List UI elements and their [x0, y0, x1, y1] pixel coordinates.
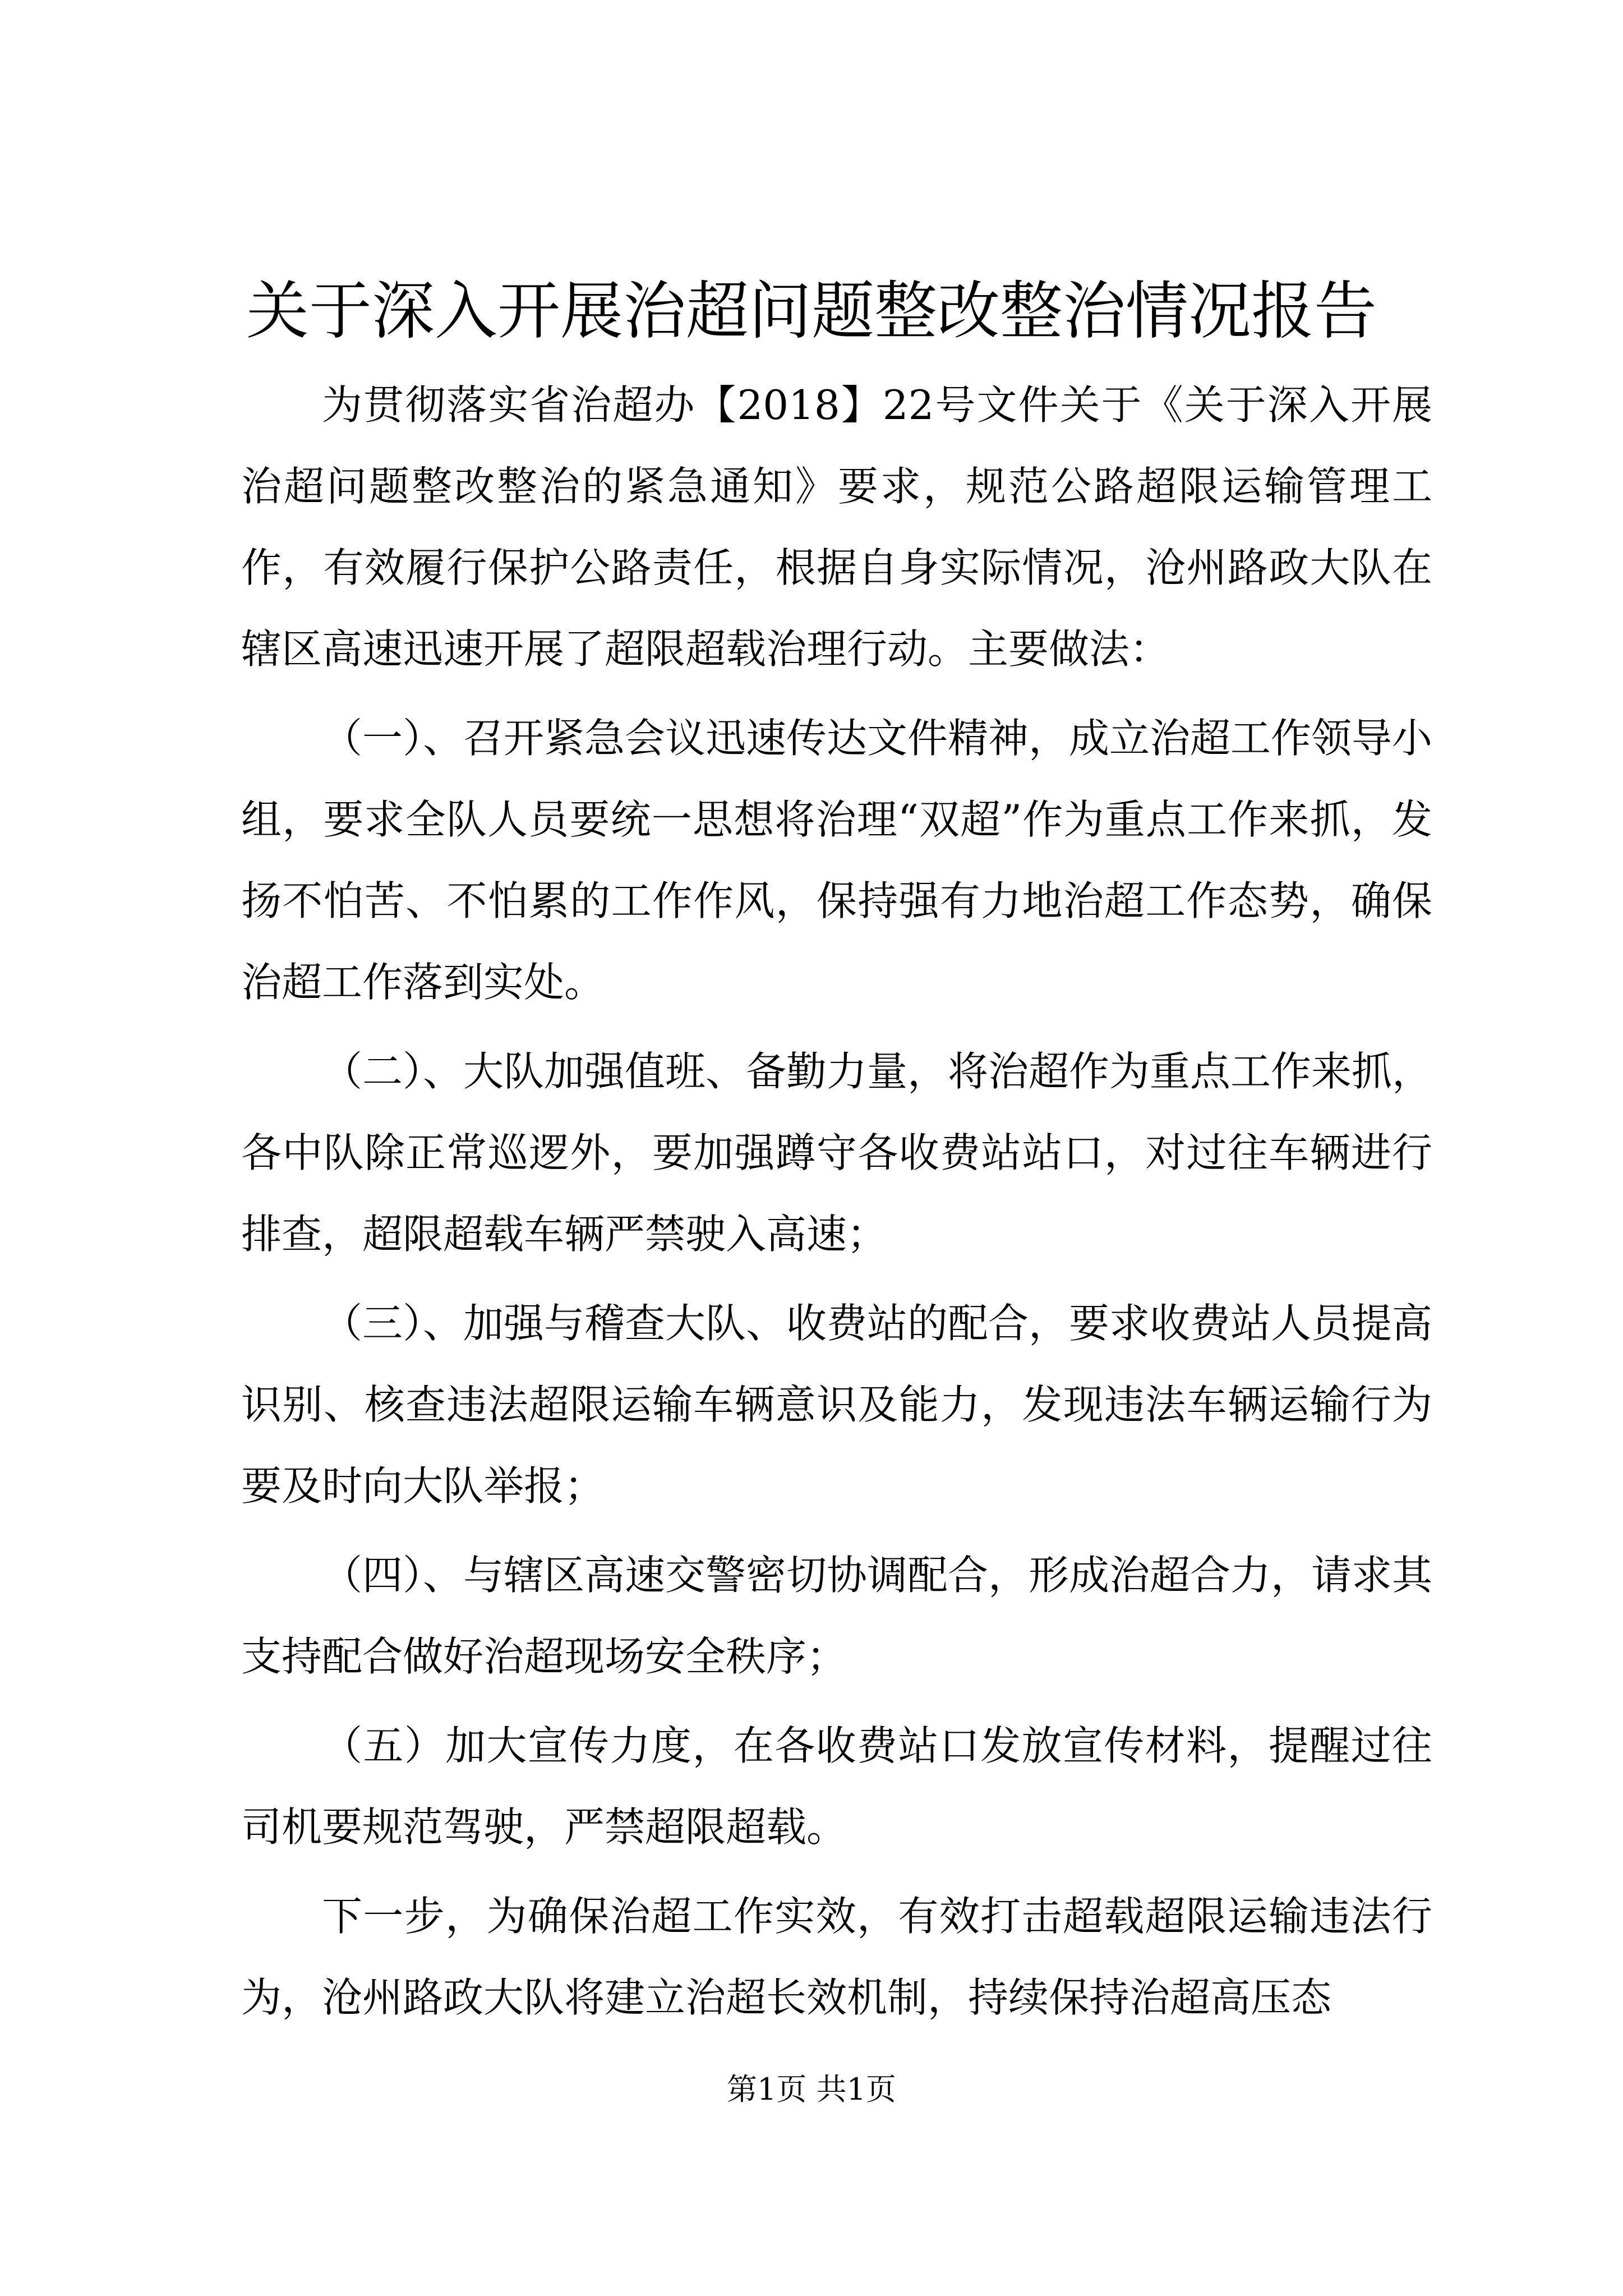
- document-body: [241, 365, 1432, 2039]
- next-step-paragraph: 下一步，为确保治超工作实效，有效打击超载超限运输违法行为，沧州路政大队将建立治超长效机制，持续保持治超高压态: [241, 1893, 1432, 2021]
- page-footer: 第1页 共1页: [727, 2072, 896, 2107]
- intro-paragraph: 为贯彻落实省治超办【2018】22号文件关于《关于深入开展治超问题整改整治的紧急通知》要求，规范公路超限运输管理工作，有效履行保护公路责任，根据自身实际情况，沧州路政大队在辖区高速迅速开展了超限超载治理行动。主要做法：: [241, 381, 1432, 673]
- measure-paragraph-2: （二）、大队加强值班、备勤力量，将治超作为重点工作来抓，各中队除正常巡逻外，要加强蹲守各收费站站口，对过往车辆进行排查，超限超载车辆严禁驶入高速；: [241, 1048, 1433, 1258]
- measure-paragraph-3: （三）、加强与稽查大队、收费站的配合，要求收费站人员提高识别、核查违法超限运输车辆意识及能力，发现违法车辆运输行为要及时向大队举报；: [241, 1300, 1433, 1510]
- document-title: 关于深入开展治超问题整改整治情况报告: [246, 275, 1377, 348]
- measure-paragraph-1: （一）、召开紧急会议迅速传达文件精神，成立治超工作领导小组，要求全队人员要统一思想将治理“双超”作为重点工作来抓，发扬不怕苦、不怕累的工作作风，保持强有力地治超工作态势，确保治超工作落到实处。: [241, 715, 1433, 1006]
- measure-paragraph-5: （五）加大宣传力度，在各收费站口发放宣传材料，提醒过往司机要规范驾驶，严禁超限超载。: [241, 1722, 1432, 1851]
- measure-paragraph-4: （四）、与辖区高速交警密切协调配合，形成治超合力，请求其支持配合做好治超现场安全秩序；: [241, 1552, 1433, 1680]
